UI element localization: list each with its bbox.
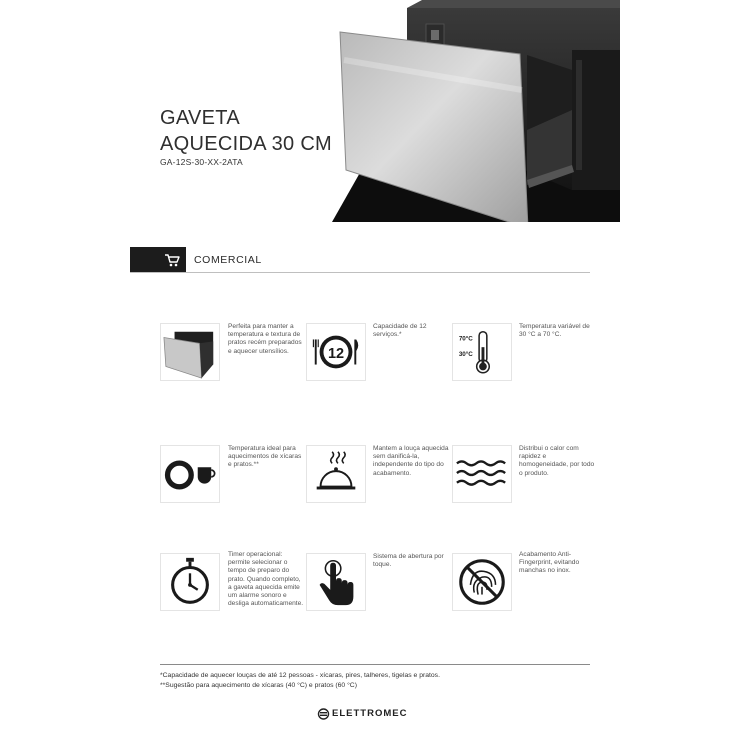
product-title — [160, 105, 332, 157]
category-label: COMERCIAL — [194, 254, 262, 266]
feature-text-8: Sistema de abertura por toque. — [373, 553, 444, 569]
twelve-place-settings-icon — [306, 323, 366, 381]
temp-high-label: 70°C — [458, 335, 473, 343]
footnote-2: **Sugestão para aquecimento de xícaras (40 °C) e pratos (60 °C) — [160, 682, 357, 689]
product-code: GA-12S-30-XX-2ATA — [160, 157, 243, 167]
cart-icon — [164, 253, 180, 267]
temp-low-label: 30°C — [458, 350, 473, 358]
stopwatch-icon — [160, 553, 220, 611]
touch-finger-icon — [306, 553, 366, 611]
place-settings-count: 12 — [327, 345, 345, 362]
brand-name: ELETTROMEC — [332, 708, 408, 719]
footnote-1: *Capacidade de aquecer louças de até 12 pessoas - xícaras, pires, talheres, tigelas e pratos. — [160, 672, 440, 679]
elettromec-logo-icon — [317, 708, 330, 720]
feature-text-1: Perfeita para manter a temperatura e textura de pratos recém preparados e aquecer utensílios. — [228, 323, 302, 355]
cloche-icon — [306, 445, 366, 503]
no-fingerprint-icon — [452, 553, 512, 611]
feature-text-5: Mantem a louça aquecida sem danificá-la, independente do tipo do acabamento. — [373, 445, 449, 477]
product-title-line2: AQUECIDA 30 CM — [160, 133, 333, 155]
feature-text-4: Temperatura ideal para aquecimentos de xícaras e pratos.** — [228, 445, 302, 469]
feature-text-7: Timer operacional: permite selecionar o tempo de preparo do prato. Quando completo, a gaveta aquecida emite um alarme sonoro e desliga automaticamente. — [228, 551, 304, 608]
feature-text-9: Acabamento Anti-Fingerprint, evitando manchas no inox. — [519, 551, 580, 575]
thermometer-icon — [452, 323, 512, 381]
feature-text-3: Temperatura variável de 30 °C a 70 °C. — [519, 323, 590, 339]
plate-and-cup-icon — [160, 445, 220, 503]
feature-text-6: Distribui o calor com rapidez e homogeneidade, por todo o produto. — [519, 445, 595, 477]
heat-waves-icon — [452, 445, 512, 503]
drawer-product-icon — [160, 323, 220, 381]
footnote-divider — [160, 664, 590, 665]
product-hero-image — [332, 0, 620, 222]
product-title-line1: GAVETA — [160, 107, 240, 129]
category-divider — [130, 272, 590, 273]
feature-text-2: Capacidade de 12 serviços.* — [373, 323, 427, 339]
